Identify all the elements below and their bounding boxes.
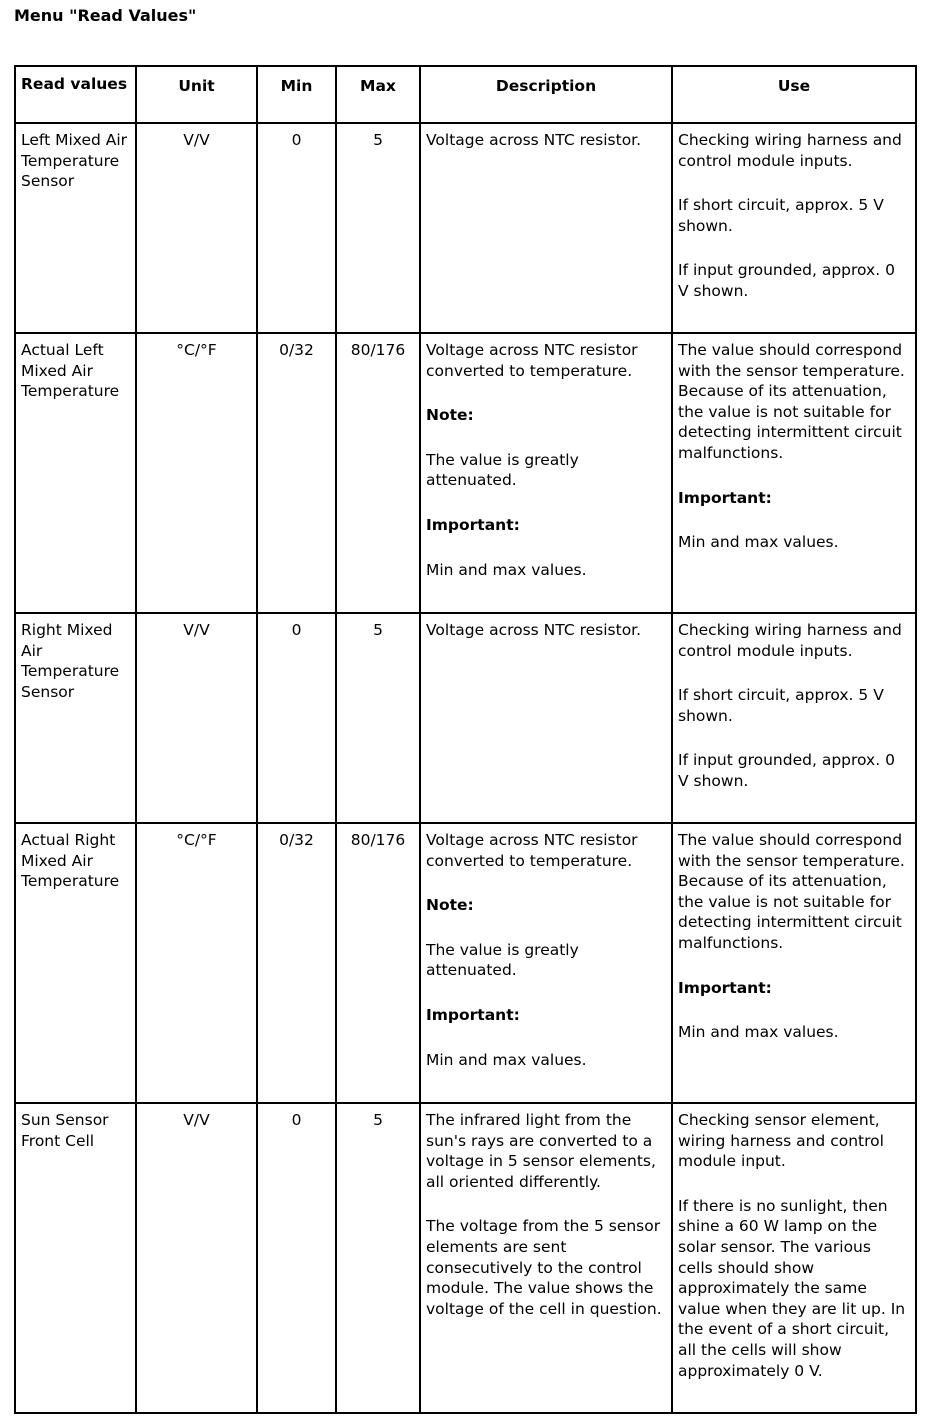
description-cell [420, 823, 672, 1103]
header-description: Description [420, 66, 672, 123]
use-text: The value should correspond with the sensor temperature. Because of its attenuation, the value is not suitable for detecting intermittent circuit malfunctions. [678, 831, 905, 952]
description-text: The value is greatly attenuated. [426, 940, 579, 980]
description-text: Voltage across NTC resistor converted to temperature. [426, 831, 638, 870]
unit-cell: V/V [136, 1103, 257, 1413]
description-cell [420, 1103, 672, 1413]
use-text: Checking wiring harness and control module inputs. [678, 131, 902, 170]
use-text: Checking sensor element, wiring harness and control module input. [678, 1111, 884, 1171]
use-text: If there is no sunlight, then shine a 60 W lamp on the solar sensor. The various cells should show approximately the same value when they are lit up. In the event of a short circuit, all the cells will show approximately 0 V. [678, 1196, 906, 1380]
table-row [15, 333, 916, 613]
min-cell: 0 [257, 1103, 336, 1413]
table-row [15, 613, 916, 823]
max-cell: 5 [336, 1103, 420, 1413]
max-cell: 80/176 [336, 333, 420, 613]
use-text: Min and max values. [678, 533, 839, 552]
header-use: Use [672, 66, 916, 123]
max-cell: 5 [336, 613, 420, 823]
min-cell: 0 [257, 123, 336, 333]
unit-cell: °C/°F [136, 823, 257, 1103]
min-cell: 0 [257, 613, 336, 823]
table-row [15, 123, 916, 333]
description-text: Voltage across NTC resistor. [426, 131, 642, 149]
description-text: Min and max values. [426, 560, 587, 579]
use-cell [672, 123, 916, 333]
table-row [15, 1103, 916, 1413]
header-max: Max [336, 66, 420, 123]
read-value-name: Actual Left Mixed Air Temperature [15, 333, 136, 613]
read-values-table [14, 65, 917, 1414]
use-text: The value should correspond with the sensor temperature. Because of its attenuation, the value is not suitable for detecting intermittent circuit malfunctions. [678, 341, 905, 462]
read-value-name: Sun Sensor Front Cell [15, 1103, 136, 1413]
header-min: Min [257, 66, 336, 123]
table-header-row [15, 66, 916, 123]
read-value-name: Actual Right Mixed Air Temperature [15, 823, 136, 1103]
unit-cell: °C/°F [136, 333, 257, 613]
use-text: If short circuit, approx. 5 V shown. [678, 686, 884, 725]
use-text: If input grounded, approx. 0 V shown. [678, 261, 895, 300]
important-label: Important: [426, 515, 520, 534]
use-cell [672, 1103, 916, 1413]
page-title: Menu "Read Values" [14, 6, 197, 25]
description-text: The value is greatly attenuated. [426, 450, 579, 490]
min-cell: 0/32 [257, 823, 336, 1103]
description-text: The infrared light from the sun's rays are converted to a voltage in 5 sensor elements, all oriented differently. [426, 1111, 656, 1191]
important-label: Important: [678, 978, 772, 997]
use-cell [672, 613, 916, 823]
description-text: Min and max values. [426, 1050, 587, 1069]
description-cell [420, 333, 672, 613]
max-cell: 5 [336, 123, 420, 333]
important-label: Important: [678, 488, 772, 507]
max-cell: 80/176 [336, 823, 420, 1103]
note-label: Note: [426, 896, 474, 915]
description-cell [420, 123, 672, 333]
description-cell [420, 613, 672, 823]
min-cell: 0/32 [257, 333, 336, 613]
unit-cell: V/V [136, 123, 257, 333]
description-text: Voltage across NTC resistor. [426, 621, 642, 639]
header-unit: Unit [136, 66, 257, 123]
description-text: The voltage from the 5 sensor elements are sent consecutively to the control module. The value shows the voltage of the cell in question. [426, 1217, 662, 1318]
important-label: Important: [426, 1005, 520, 1024]
read-value-name: Left Mixed Air Temperature Sensor [15, 123, 136, 333]
use-text: Min and max values. [678, 1023, 839, 1042]
use-text: If input grounded, approx. 0 V shown. [678, 751, 895, 790]
read-value-name: Right Mixed Air Temperature Sensor [15, 613, 136, 823]
use-text: Checking wiring harness and control module inputs. [678, 621, 902, 660]
use-cell [672, 333, 916, 613]
use-cell [672, 823, 916, 1103]
header-read-values: Read values [15, 66, 136, 123]
description-text: Voltage across NTC resistor converted to temperature. [426, 341, 638, 380]
table-row [15, 823, 916, 1103]
use-text: If short circuit, approx. 5 V shown. [678, 196, 884, 235]
unit-cell: V/V [136, 613, 257, 823]
note-label: Note: [426, 406, 474, 425]
